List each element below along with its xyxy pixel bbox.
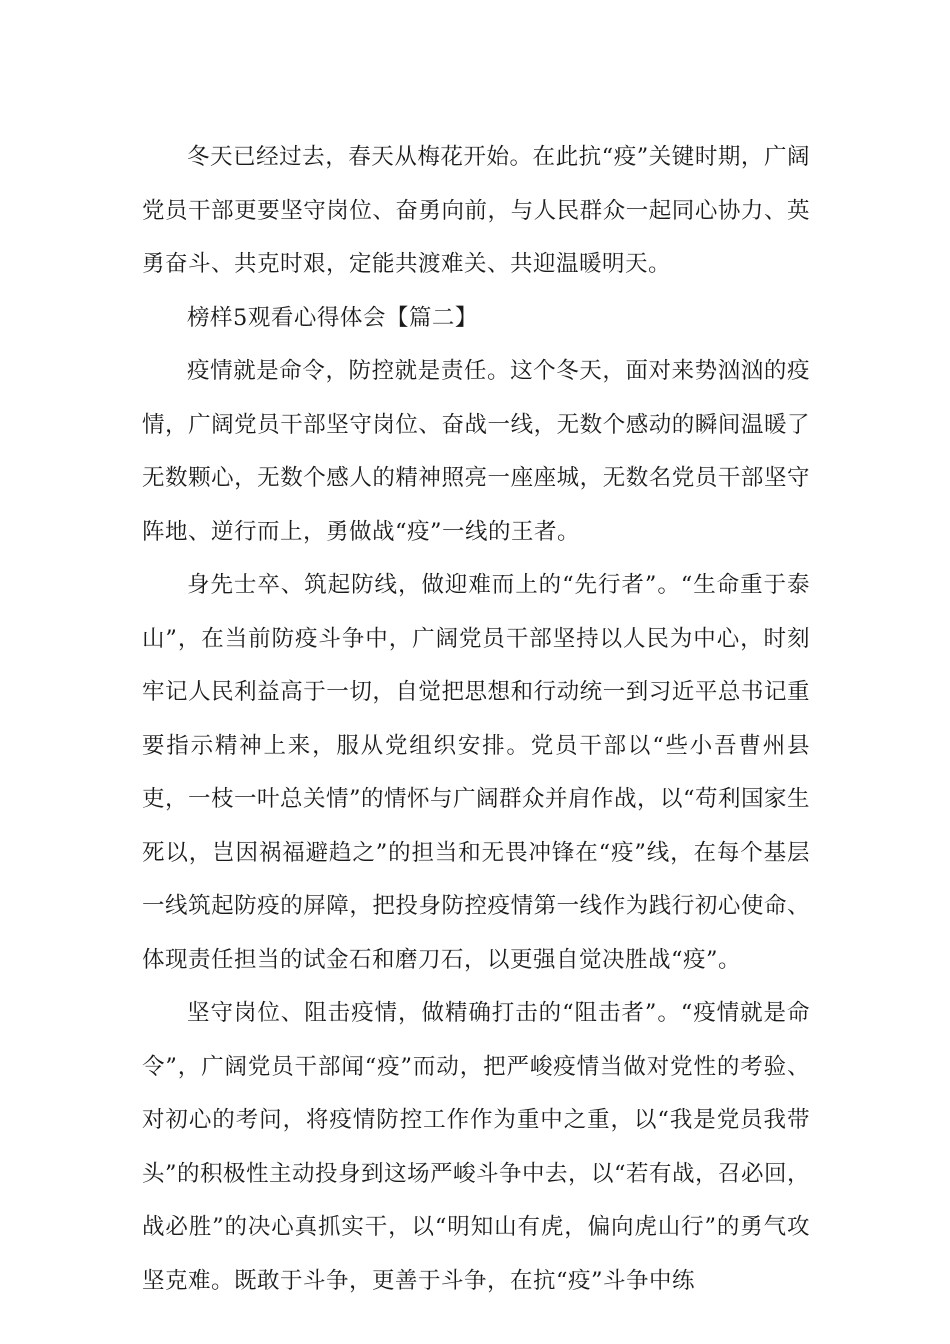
section-heading: 榜样5观看心得体会【篇二】 [187,304,478,331]
paragraph-pioneer: 身先士卒、筑起防线，做迎难而上的“先行者”。“生命重于泰山”，在当前防疫斗争中，广阔党员干部坚持以人民为中心，时刻牢记人民利益高于一切，自觉把思想和行动统一到习近平总书记重要指示精神上来，服从党组织安排。党员干部以“些小吾曹州县吏，一枝一叶总关情”的情怀与广阔群众并肩作战，以“苟利国家生死以，岂因祸福避趋之”的担当和无畏冲锋在“疫”线，在每个基层一线筑起防疫的屏障，把投身防控疫情第一线作为践行初心使命、体现责任担当的试金石和磨刀石，以更强自觉决胜战“疫”。 [142,572,811,973]
document-body [142,131,810,1308]
paragraph-intro: 疫情就是命令，防控就是责任。这个冬天，面对来势汹汹的疫情，广阔党员干部坚守岗位、奋战一线，无数个感动的瞬间温暖了无数颗心，无数个感人的精神照亮一座座城，无数名党员干部坚守阵地、逆行而上，勇做战“疫”一线的王者。 [142,358,810,545]
paragraph-blocker: 坚守岗位、阻击疫情，做精确打击的“阻击者”。“疫情就是命令”，广阔党员干部闻“疫”而动，把严峻疫情当做对党性的考验、对初心的考问，将疫情防控工作作为重中之重，以“我是党员我带头”的积极性主动投身到这场严峻斗争中去，以“若有战，召必回，战必胜”的决心真抓实干，以“明知山有虎，偏向虎山行”的勇气攻坚克难。既敢于斗争，更善于斗争，在抗“疫”斗争中练 [142,1000,811,1294]
paragraph-conclusion: 冬天已经过去，春天从梅花开始。在此抗“疫”关键时期，广阔党员干部更要坚守岗位、奋勇向前，与人民群众一起同心协力、英勇奋斗、共克时艰，定能共渡难关、共迎温暖明天。 [142,144,810,277]
